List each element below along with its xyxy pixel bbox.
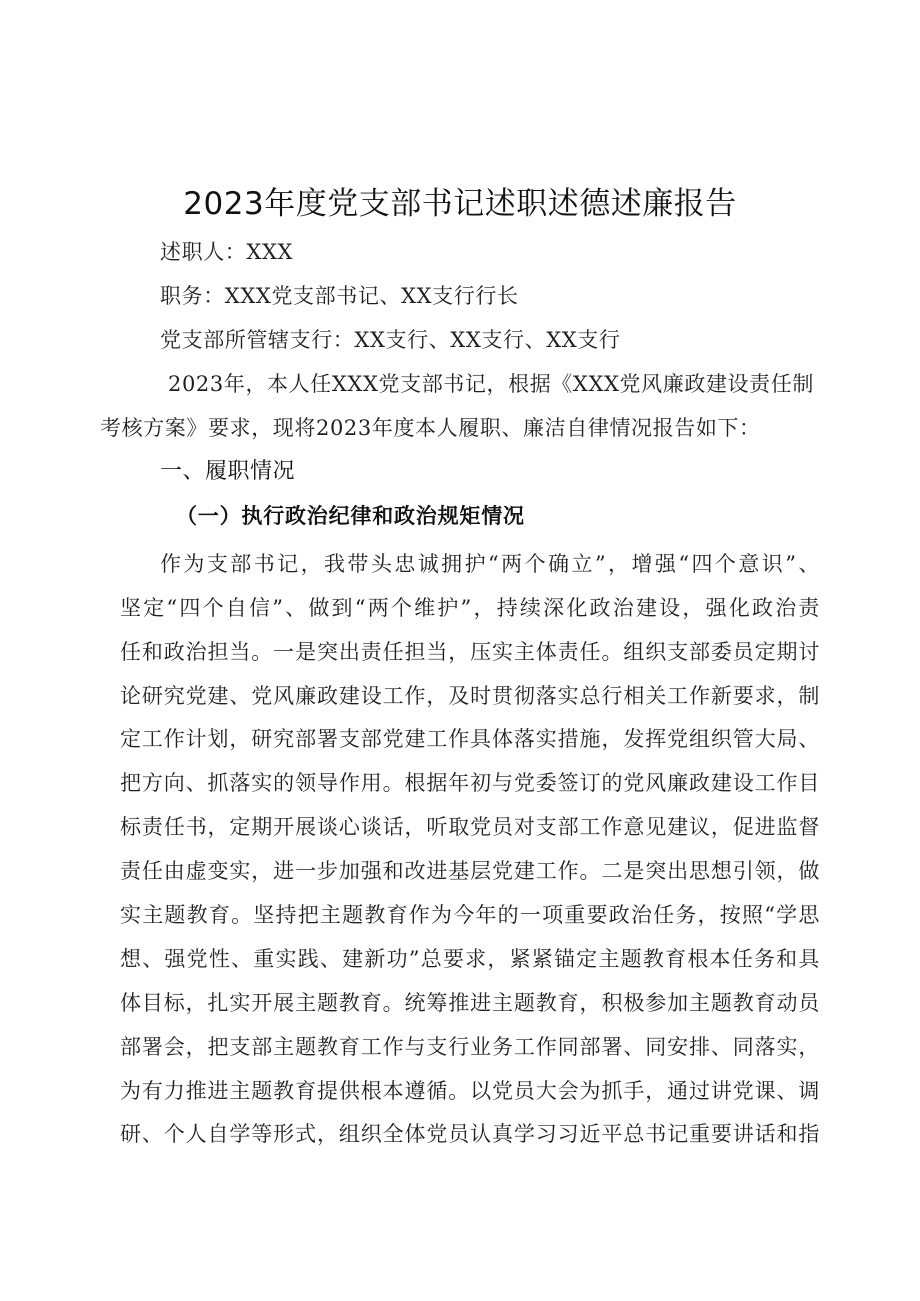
paragraph-line: 部署会，把支部主题教育工作与支行业务工作同部署、同安排、同落实，	[120, 1035, 820, 1059]
paragraph-line: 坚定“四个自信”、做到“两个维护”，持续深化政治建设，强化政治责	[120, 596, 820, 620]
branches-line: 党支部所管辖支行：XX支行、XX支行、XX支行	[160, 328, 621, 352]
position-line: 职务：XXX党支部书记、XX支行行长	[160, 284, 519, 308]
paragraph-line: 想、强党性、重实践、建新功”总要求，紧紧锚定主题教育根本任务和具	[120, 947, 820, 971]
document-title: 2023年度党支部书记述职述德述廉报告	[183, 186, 737, 222]
paragraph-line: 把方向、抓落实的领导作用。根据年初与党委签订的党风廉政建设工作目	[120, 771, 820, 795]
reporter-line: 述职人：XXX	[160, 240, 294, 264]
paragraph-line: 责任由虚变实，进一步加强和改进基层党建工作。二是突出思想引领，做	[120, 859, 820, 883]
paragraph-line: 论研究党建、党风廉政建设工作，及时贯彻落实总行相关工作新要求，制	[120, 684, 820, 708]
paragraph-line: 研、个人自学等形式，组织全体党员认真学习习近平总书记重要讲话和指	[120, 1122, 820, 1146]
paragraph-line: 实主题教育。坚持把主题教育作为今年的一项重要政治任务，按照“学思	[120, 903, 820, 927]
paragraph-line: 定工作计划，研究部署支部党建工作具体落实措施，发挥党组织管大局、	[120, 727, 820, 751]
paragraph-line: 标责任书，定期开展谈心谈话，听取党员对支部工作意见建议，促进监督	[120, 815, 820, 839]
paragraph-line: 为有力推进主题教育提供根本遵循。以党员大会为抓手，通过讲党课、调	[120, 1079, 820, 1103]
paragraph-line: 作为支部书记，我带头忠诚拥护“两个确立”，增强“四个意识”、	[160, 552, 820, 576]
intro-line-1: 2023年，本人任XXX党支部书记，根据《XXX党风廉政建设责任制	[168, 372, 814, 396]
paragraph-line: 任和政治担当。一是突出责任担当，压实主体责任。组织支部委员定期讨	[120, 640, 820, 664]
subsection-heading: （一）执行政治纪律和政治规矩情况	[176, 503, 525, 528]
section-heading: 一、履职情况	[160, 459, 296, 484]
intro-line-2: 考核方案》要求，现将2023年度本人履职、廉洁自律情况报告如下：	[100, 416, 761, 440]
paragraph-line: 体目标，扎实开展主题教育。统筹推进主题教育，积极参加主题教育动员	[120, 991, 820, 1015]
